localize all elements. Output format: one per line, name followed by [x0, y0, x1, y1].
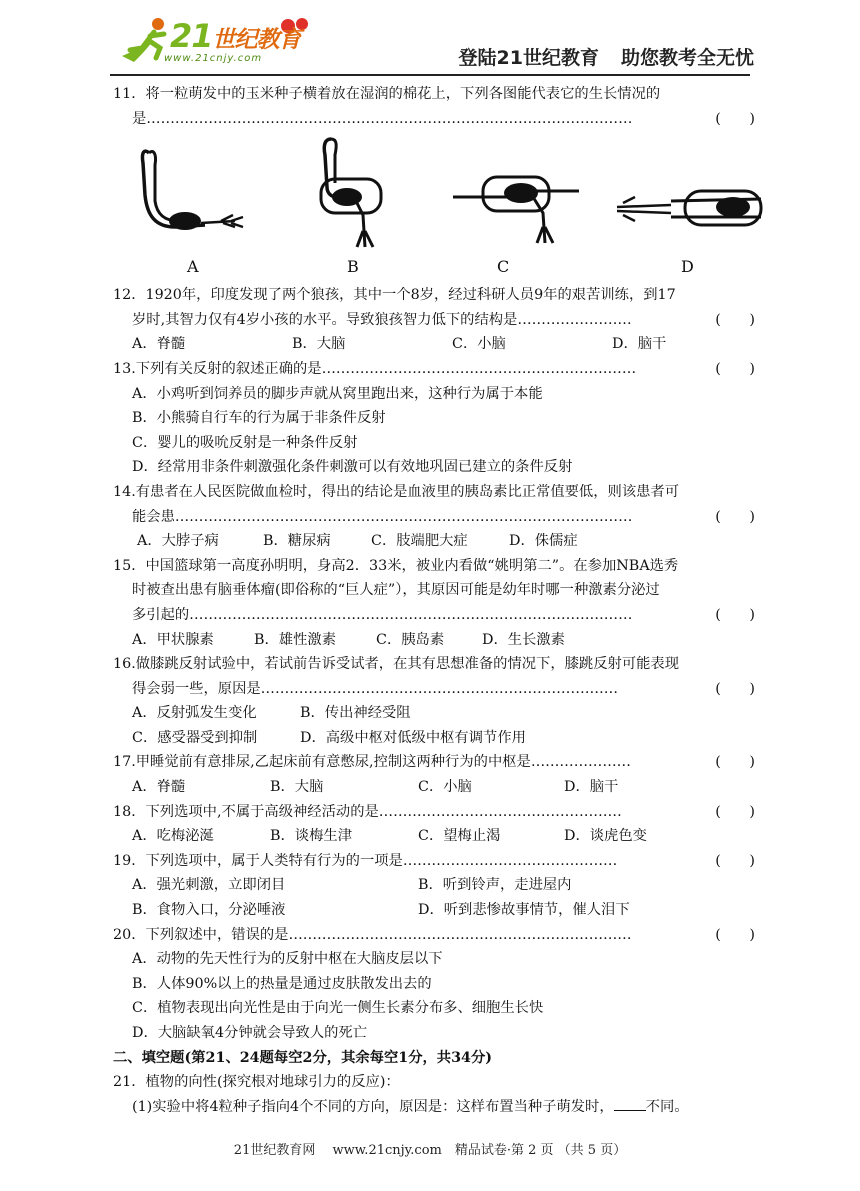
question-15: 15．中国篮球第一高度孙明明，身高2．33米，被业内看做“姚明第二”。在参加NBA选秀 时被查出患有脑垂体瘤(即俗称的“巨人症”），其原因可能是幼年时哪一种激素分泌过 多引起的………………………………………………………………………………… ( ) A．甲状腺素 B．雄性激素 C．胰岛素 D．生长激素 [113, 554, 763, 652]
options-row: A．脊髓 B．大脑 C．小脑 D．脑干 [132, 336, 667, 353]
options-row: C．感受器受到抑制 D．高级中枢对低级中枢有调节作用 [132, 729, 526, 746]
q11-figures [113, 135, 763, 283]
seed-figure-a [135, 135, 265, 255]
page-footer: 21世纪教育网 www.21cnjy.com 精品试卷·第 2 页 （共 5 页） [233, 1143, 627, 1158]
options-row: A．吃梅泌涎 B．谈梅生津 C．望梅止渴 D．谈虎色变 [132, 828, 647, 845]
header-rule [110, 74, 750, 76]
question-11: 11．将一粒萌发中的玉米种子横着放在湿润的棉花上，下列各图能代表它的生长情况的 是………………………………………………………………………………………… ( ) [113, 86, 755, 127]
options-row: A．大脖子病 B．糖尿病 C．肢端肥大症 D．侏儒症 [137, 533, 578, 550]
question-16: 16.做膝跳反射试验中，若试前告诉受试者，在其有思想准备的情况下，膝跳反射可能表现 得会弱一些，原因是………………………………………………………………… ( ) A．反射弧发生变化 B．传出神经受阻 C．感受器受到抑制 D．高级中枢对低级中枢有调节作用 [113, 652, 763, 750]
logo-url: www.21cnjy.com [164, 53, 263, 64]
question-18: 18．下列选项中,不属于高级神经活动的是…………………………………………… ( ) A．吃梅泌涎 B．谈梅生津 C．望梅止渴 D．谈虎色变 [113, 800, 763, 849]
options-row: A．脊髓 B．大脑 C．小脑 D．脑干 [132, 779, 619, 796]
options-row: A．甲状腺素 B．雄性激素 C．胰岛素 D．生长激素 [132, 631, 565, 648]
logo-text: 21世纪教育 [170, 17, 301, 55]
question-20: 20．下列叙述中，错误的是……………………………………………………………… ( ) A．动物的先天性行为的反射中枢在大脑皮层以下 B．人体90%以上的热量是通过皮肤散发出去的 C．植物表现出向光性是由于向光一侧生长素分布多、细胞生长快 D．大脑缺氧4分钟就会导致人的死亡 [113, 926, 755, 1041]
question-17: 17.甲睡觉前有意排尿,乙起床前有意憋尿,控制这两种行为的中枢是………………… ( ) A．脊髓 B．大脑 C．小脑 D．脑干 [113, 750, 763, 799]
page-header [0, 0, 860, 78]
question-12: 12．1920年，印度发现了两个狼孩，其中一个8岁，经过科研人员9年的艰苦训练，到17 岁时,其智力仅有4岁小孩的水平。导致狼孩智力低下的结构是…………………… ( ) A．脊髓 B．大脑 C．小脑 D．脑干 [113, 283, 763, 357]
section-title: 二、填空题(第21、24题每空2分，其余每空1分，共34分) [113, 1049, 493, 1066]
seed-figure-d [615, 135, 765, 255]
header-slogan: 登陆21世纪教育 助您教考全无忧 [458, 47, 754, 69]
question-19: 19．下列选项中，属于人类特有行为的一项是……………………………………… ( ) A．强光刺激，立即闭目 B．听到铃声，走进屋内 B．食物入口，分泌唾液 D．听到悲惨故事情节，催人泪下 [113, 849, 763, 923]
options-row: B．食物入口，分泌唾液 D．听到悲惨故事情节，催人泪下 [132, 902, 630, 919]
exam-content [113, 82, 763, 1119]
figure-label-c: C [497, 257, 510, 277]
question-13: 13.下列有关反射的叙述正确的是………………………………………………………… ( ) A．小鸡听到饲养员的脚步声就从窝里跑出来，这种行为属于本能 B．小熊骑自行车的行为属于非条件反射 C．婴儿的吸吮反射是一种条件反射 D．经常用非条件刺激强化条件刺激可以有效地巩固已建立的条件反射 [113, 360, 755, 476]
question-14: 14.有患者在人民医院做血检时，得出的结论是血液里的胰岛素比正常值要低，则该患者可 能会患…………………………………………………………………………………… ( ) A．大脖子病 B．糖尿病 C．肢端肥大症 D．侏儒症 [113, 480, 763, 554]
seed-figure-c [451, 135, 581, 255]
figure-label-b: B [347, 257, 359, 277]
answer-blank[interactable] [614, 1098, 646, 1111]
options-row: A．强光刺激，立即闭目 B．听到铃声，走进屋内 [132, 877, 572, 894]
options-row: A．反射弧发生变化 B．传出神经受阻 [132, 705, 411, 722]
figure-label-d: D [681, 257, 694, 277]
seed-figure-b [307, 135, 417, 255]
figure-label-a: A [187, 257, 199, 277]
question-21: 21．植物的向性(探究根对地球引力的反应)： (1)实验中将4粒种子指向4个不同的方向，原因是：这样布置当种子萌发时， 不同。 [113, 1074, 689, 1115]
